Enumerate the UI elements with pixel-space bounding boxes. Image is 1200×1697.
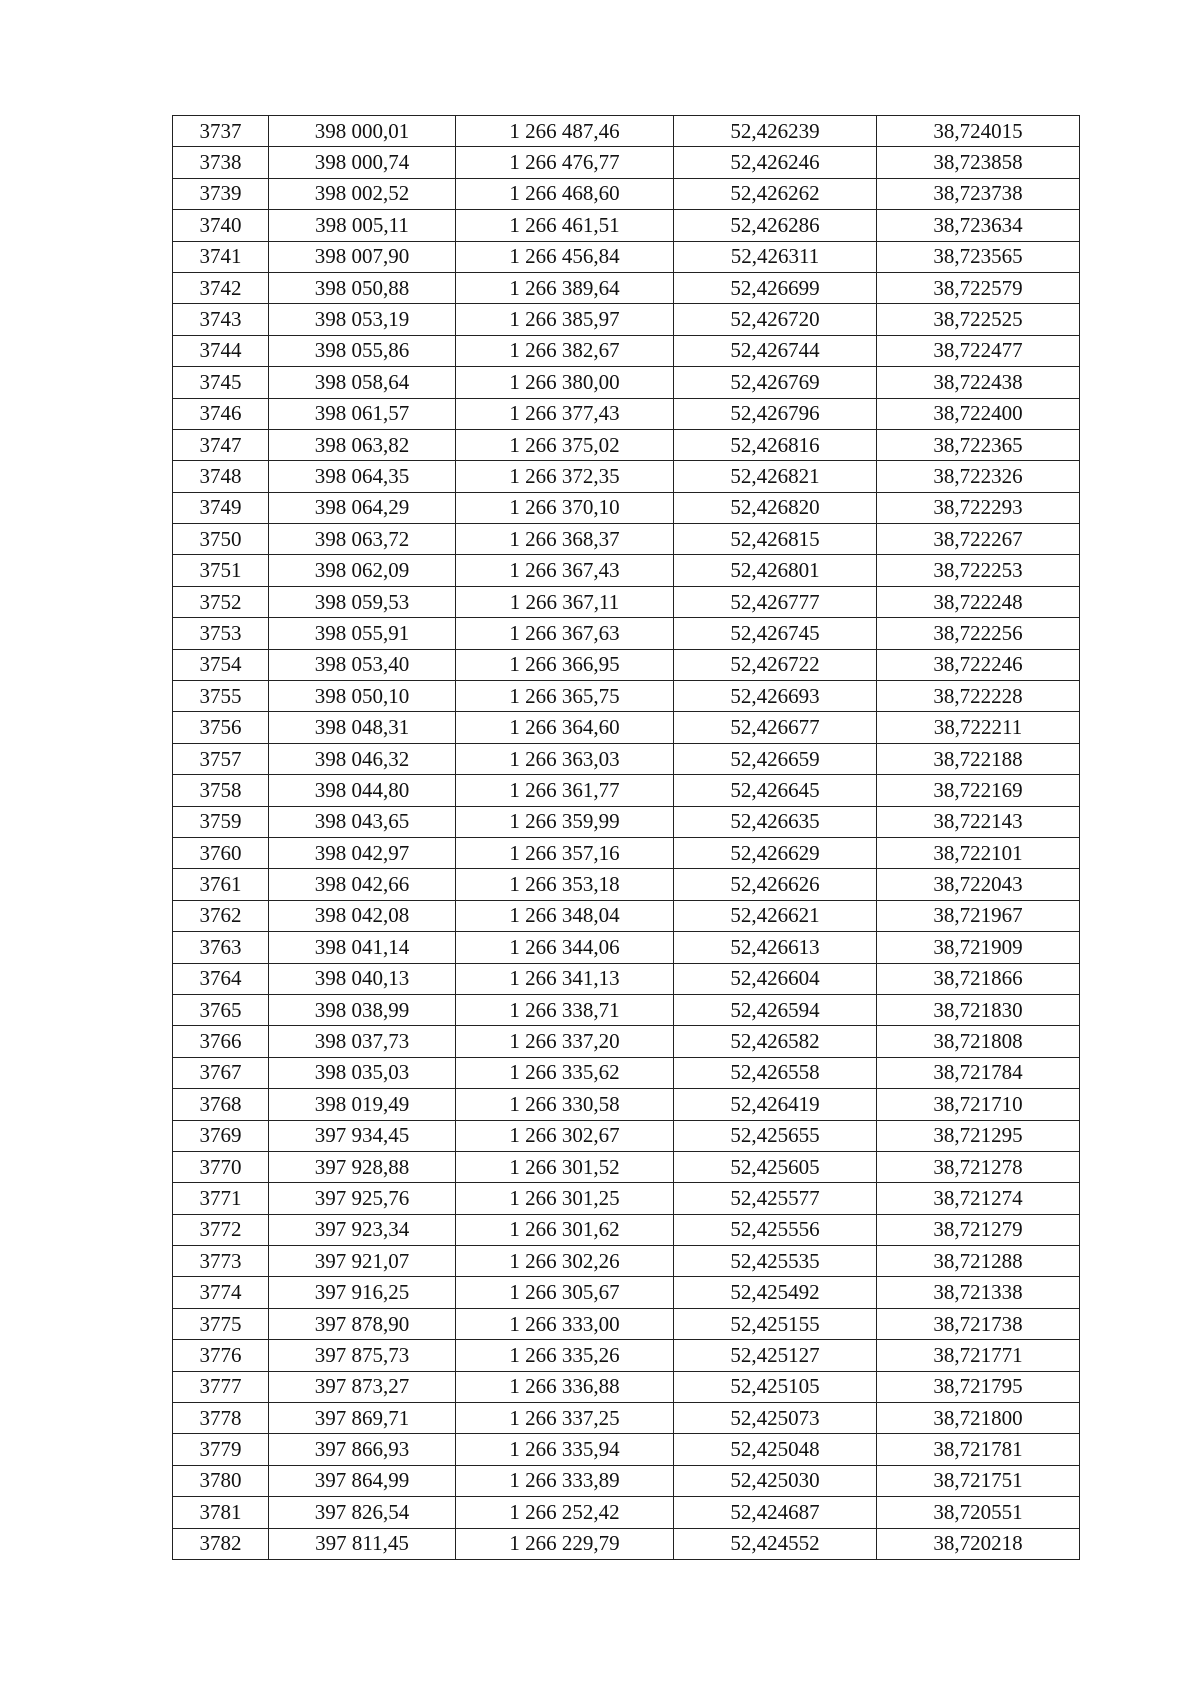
y-coordinate-cell: 1 266 338,71: [456, 994, 674, 1025]
x-coordinate-cell: 397 811,45: [269, 1528, 456, 1559]
table-row: [173, 304, 1080, 335]
longitude-cell: 38,721738: [877, 1308, 1080, 1339]
point-number-cell: 3768: [173, 1089, 269, 1120]
longitude-cell: 38,721781: [877, 1434, 1080, 1465]
latitude-cell: 52,425655: [674, 1120, 877, 1151]
point-number-cell: 3780: [173, 1465, 269, 1496]
x-coordinate-cell: 398 053,19: [269, 304, 456, 335]
point-number-cell: 3766: [173, 1026, 269, 1057]
point-number-cell: 3739: [173, 178, 269, 209]
latitude-cell: 52,426815: [674, 524, 877, 555]
table-row: [173, 116, 1080, 147]
x-coordinate-cell: 398 019,49: [269, 1089, 456, 1120]
latitude-cell: 52,426699: [674, 272, 877, 303]
x-coordinate-cell: 397 916,25: [269, 1277, 456, 1308]
latitude-cell: 52,426629: [674, 837, 877, 868]
x-coordinate-cell: 398 040,13: [269, 963, 456, 994]
x-coordinate-cell: 398 055,86: [269, 335, 456, 366]
point-number-cell: 3755: [173, 681, 269, 712]
table-row: [173, 1371, 1080, 1402]
latitude-cell: 52,426286: [674, 210, 877, 241]
y-coordinate-cell: 1 266 330,58: [456, 1089, 674, 1120]
longitude-cell: 38,722248: [877, 586, 1080, 617]
latitude-cell: 52,425048: [674, 1434, 877, 1465]
table-row: [173, 1246, 1080, 1277]
x-coordinate-cell: 398 050,10: [269, 681, 456, 712]
x-coordinate-cell: 398 050,88: [269, 272, 456, 303]
point-number-cell: 3765: [173, 994, 269, 1025]
y-coordinate-cell: 1 266 341,13: [456, 963, 674, 994]
x-coordinate-cell: 398 042,08: [269, 900, 456, 931]
x-coordinate-cell: 398 046,32: [269, 743, 456, 774]
table-row: [173, 618, 1080, 649]
table-row: [173, 429, 1080, 460]
table-row: [173, 1528, 1080, 1559]
x-coordinate-cell: 398 043,65: [269, 806, 456, 837]
table-row: [173, 555, 1080, 586]
table-row: [173, 869, 1080, 900]
longitude-cell: 38,721771: [877, 1340, 1080, 1371]
table-row: [173, 1340, 1080, 1371]
x-coordinate-cell: 398 059,53: [269, 586, 456, 617]
x-coordinate-cell: 397 925,76: [269, 1183, 456, 1214]
table-row: [173, 681, 1080, 712]
table-row: [173, 963, 1080, 994]
y-coordinate-cell: 1 266 370,10: [456, 492, 674, 523]
longitude-cell: 38,721274: [877, 1183, 1080, 1214]
y-coordinate-cell: 1 266 382,67: [456, 335, 674, 366]
table-row: [173, 1183, 1080, 1214]
point-number-cell: 3773: [173, 1246, 269, 1277]
x-coordinate-cell: 398 042,97: [269, 837, 456, 868]
point-number-cell: 3774: [173, 1277, 269, 1308]
y-coordinate-cell: 1 266 367,11: [456, 586, 674, 617]
longitude-cell: 38,722400: [877, 398, 1080, 429]
table-row: [173, 492, 1080, 523]
x-coordinate-cell: 398 063,82: [269, 429, 456, 460]
longitude-cell: 38,721278: [877, 1151, 1080, 1182]
longitude-cell: 38,722293: [877, 492, 1080, 523]
table-row: [173, 1497, 1080, 1528]
y-coordinate-cell: 1 266 302,67: [456, 1120, 674, 1151]
x-coordinate-cell: 398 064,29: [269, 492, 456, 523]
point-number-cell: 3776: [173, 1340, 269, 1371]
y-coordinate-cell: 1 266 335,62: [456, 1057, 674, 1088]
longitude-cell: 38,722043: [877, 869, 1080, 900]
latitude-cell: 52,426635: [674, 806, 877, 837]
table-row: [173, 398, 1080, 429]
point-number-cell: 3771: [173, 1183, 269, 1214]
x-coordinate-cell: 398 042,66: [269, 869, 456, 900]
longitude-cell: 38,722579: [877, 272, 1080, 303]
y-coordinate-cell: 1 266 368,37: [456, 524, 674, 555]
latitude-cell: 52,426239: [674, 116, 877, 147]
point-number-cell: 3747: [173, 429, 269, 460]
y-coordinate-cell: 1 266 367,43: [456, 555, 674, 586]
longitude-cell: 38,720218: [877, 1528, 1080, 1559]
y-coordinate-cell: 1 266 377,43: [456, 398, 674, 429]
latitude-cell: 52,426604: [674, 963, 877, 994]
x-coordinate-cell: 397 869,71: [269, 1403, 456, 1434]
y-coordinate-cell: 1 266 380,00: [456, 367, 674, 398]
latitude-cell: 52,426558: [674, 1057, 877, 1088]
y-coordinate-cell: 1 266 372,35: [456, 461, 674, 492]
point-number-cell: 3757: [173, 743, 269, 774]
latitude-cell: 52,424687: [674, 1497, 877, 1528]
longitude-cell: 38,721866: [877, 963, 1080, 994]
table-row: [173, 1277, 1080, 1308]
point-number-cell: 3762: [173, 900, 269, 931]
longitude-cell: 38,723738: [877, 178, 1080, 209]
point-number-cell: 3779: [173, 1434, 269, 1465]
x-coordinate-cell: 397 878,90: [269, 1308, 456, 1339]
longitude-cell: 38,721800: [877, 1403, 1080, 1434]
table-row: [173, 178, 1080, 209]
table-row: [173, 1120, 1080, 1151]
point-number-cell: 3754: [173, 649, 269, 680]
x-coordinate-cell: 398 035,03: [269, 1057, 456, 1088]
point-number-cell: 3770: [173, 1151, 269, 1182]
x-coordinate-cell: 398 000,01: [269, 116, 456, 147]
x-coordinate-cell: 398 048,31: [269, 712, 456, 743]
longitude-cell: 38,723565: [877, 241, 1080, 272]
latitude-cell: 52,425535: [674, 1246, 877, 1277]
table-row: [173, 900, 1080, 931]
y-coordinate-cell: 1 266 375,02: [456, 429, 674, 460]
y-coordinate-cell: 1 266 353,18: [456, 869, 674, 900]
x-coordinate-cell: 398 037,73: [269, 1026, 456, 1057]
point-number-cell: 3742: [173, 272, 269, 303]
point-number-cell: 3738: [173, 147, 269, 178]
table-row: [173, 335, 1080, 366]
x-coordinate-cell: 398 041,14: [269, 932, 456, 963]
table-row: [173, 1403, 1080, 1434]
longitude-cell: 38,721830: [877, 994, 1080, 1025]
y-coordinate-cell: 1 266 336,88: [456, 1371, 674, 1402]
x-coordinate-cell: 397 934,45: [269, 1120, 456, 1151]
latitude-cell: 52,425073: [674, 1403, 877, 1434]
x-coordinate-cell: 398 007,90: [269, 241, 456, 272]
latitude-cell: 52,425605: [674, 1151, 877, 1182]
point-number-cell: 3778: [173, 1403, 269, 1434]
latitude-cell: 52,425127: [674, 1340, 877, 1371]
point-number-cell: 3740: [173, 210, 269, 241]
x-coordinate-cell: 397 873,27: [269, 1371, 456, 1402]
y-coordinate-cell: 1 266 461,51: [456, 210, 674, 241]
table-row: [173, 1089, 1080, 1120]
y-coordinate-cell: 1 266 476,77: [456, 147, 674, 178]
x-coordinate-cell: 398 002,52: [269, 178, 456, 209]
y-coordinate-cell: 1 266 367,63: [456, 618, 674, 649]
point-number-cell: 3782: [173, 1528, 269, 1559]
longitude-cell: 38,722211: [877, 712, 1080, 743]
latitude-cell: 52,425577: [674, 1183, 877, 1214]
table-row: [173, 586, 1080, 617]
point-number-cell: 3781: [173, 1497, 269, 1528]
point-number-cell: 3764: [173, 963, 269, 994]
y-coordinate-cell: 1 266 252,42: [456, 1497, 674, 1528]
point-number-cell: 3775: [173, 1308, 269, 1339]
longitude-cell: 38,722267: [877, 524, 1080, 555]
longitude-cell: 38,722143: [877, 806, 1080, 837]
point-number-cell: 3751: [173, 555, 269, 586]
latitude-cell: 52,426744: [674, 335, 877, 366]
point-number-cell: 3763: [173, 932, 269, 963]
x-coordinate-cell: 397 864,99: [269, 1465, 456, 1496]
longitude-cell: 38,720551: [877, 1497, 1080, 1528]
latitude-cell: 52,426796: [674, 398, 877, 429]
y-coordinate-cell: 1 266 365,75: [456, 681, 674, 712]
table-row: [173, 1214, 1080, 1245]
y-coordinate-cell: 1 266 305,67: [456, 1277, 674, 1308]
coordinates-table: [172, 115, 1080, 1560]
x-coordinate-cell: 398 005,11: [269, 210, 456, 241]
latitude-cell: 52,426582: [674, 1026, 877, 1057]
y-coordinate-cell: 1 266 348,04: [456, 900, 674, 931]
point-number-cell: 3737: [173, 116, 269, 147]
longitude-cell: 38,722365: [877, 429, 1080, 460]
x-coordinate-cell: 398 063,72: [269, 524, 456, 555]
x-coordinate-cell: 397 875,73: [269, 1340, 456, 1371]
latitude-cell: 52,426777: [674, 586, 877, 617]
point-number-cell: 3756: [173, 712, 269, 743]
y-coordinate-cell: 1 266 363,03: [456, 743, 674, 774]
latitude-cell: 52,426613: [674, 932, 877, 963]
longitude-cell: 38,722169: [877, 775, 1080, 806]
y-coordinate-cell: 1 266 302,26: [456, 1246, 674, 1277]
point-number-cell: 3759: [173, 806, 269, 837]
latitude-cell: 52,426621: [674, 900, 877, 931]
table-row: [173, 461, 1080, 492]
longitude-cell: 38,722326: [877, 461, 1080, 492]
latitude-cell: 52,426816: [674, 429, 877, 460]
longitude-cell: 38,722477: [877, 335, 1080, 366]
latitude-cell: 52,426745: [674, 618, 877, 649]
table-row: [173, 649, 1080, 680]
point-number-cell: 3772: [173, 1214, 269, 1245]
latitude-cell: 52,426626: [674, 869, 877, 900]
longitude-cell: 38,722256: [877, 618, 1080, 649]
table-row: [173, 1151, 1080, 1182]
table-row: [173, 712, 1080, 743]
latitude-cell: 52,426801: [674, 555, 877, 586]
latitude-cell: 52,425155: [674, 1308, 877, 1339]
x-coordinate-cell: 398 038,99: [269, 994, 456, 1025]
longitude-cell: 38,721288: [877, 1246, 1080, 1277]
y-coordinate-cell: 1 266 344,06: [456, 932, 674, 963]
longitude-cell: 38,722438: [877, 367, 1080, 398]
point-number-cell: 3769: [173, 1120, 269, 1151]
longitude-cell: 38,721795: [877, 1371, 1080, 1402]
y-coordinate-cell: 1 266 229,79: [456, 1528, 674, 1559]
y-coordinate-cell: 1 266 359,99: [456, 806, 674, 837]
table-row: [173, 524, 1080, 555]
point-number-cell: 3743: [173, 304, 269, 335]
x-coordinate-cell: 398 061,57: [269, 398, 456, 429]
latitude-cell: 52,425492: [674, 1277, 877, 1308]
y-coordinate-cell: 1 266 389,64: [456, 272, 674, 303]
y-coordinate-cell: 1 266 335,26: [456, 1340, 674, 1371]
longitude-cell: 38,722525: [877, 304, 1080, 335]
latitude-cell: 52,426594: [674, 994, 877, 1025]
latitude-cell: 52,426419: [674, 1089, 877, 1120]
table-row: [173, 1308, 1080, 1339]
latitude-cell: 52,425030: [674, 1465, 877, 1496]
table-row: [173, 272, 1080, 303]
table-row: [173, 210, 1080, 241]
table-row: [173, 241, 1080, 272]
x-coordinate-cell: 398 055,91: [269, 618, 456, 649]
point-number-cell: 3777: [173, 1371, 269, 1402]
table-row: [173, 1057, 1080, 1088]
longitude-cell: 38,723634: [877, 210, 1080, 241]
latitude-cell: 52,425105: [674, 1371, 877, 1402]
longitude-cell: 38,722188: [877, 743, 1080, 774]
y-coordinate-cell: 1 266 361,77: [456, 775, 674, 806]
x-coordinate-cell: 398 062,09: [269, 555, 456, 586]
longitude-cell: 38,721710: [877, 1089, 1080, 1120]
y-coordinate-cell: 1 266 301,62: [456, 1214, 674, 1245]
table-row: [173, 775, 1080, 806]
latitude-cell: 52,426246: [674, 147, 877, 178]
y-coordinate-cell: 1 266 468,60: [456, 178, 674, 209]
point-number-cell: 3748: [173, 461, 269, 492]
point-number-cell: 3746: [173, 398, 269, 429]
point-number-cell: 3753: [173, 618, 269, 649]
latitude-cell: 52,426720: [674, 304, 877, 335]
y-coordinate-cell: 1 266 357,16: [456, 837, 674, 868]
point-number-cell: 3750: [173, 524, 269, 555]
y-coordinate-cell: 1 266 333,00: [456, 1308, 674, 1339]
table-row: [173, 147, 1080, 178]
latitude-cell: 52,426821: [674, 461, 877, 492]
table-row: [173, 994, 1080, 1025]
latitude-cell: 52,426693: [674, 681, 877, 712]
x-coordinate-cell: 398 044,80: [269, 775, 456, 806]
x-coordinate-cell: 397 928,88: [269, 1151, 456, 1182]
longitude-cell: 38,721751: [877, 1465, 1080, 1496]
longitude-cell: 38,722228: [877, 681, 1080, 712]
y-coordinate-cell: 1 266 333,89: [456, 1465, 674, 1496]
point-number-cell: 3744: [173, 335, 269, 366]
y-coordinate-cell: 1 266 301,25: [456, 1183, 674, 1214]
table-row: [173, 837, 1080, 868]
table-row: [173, 743, 1080, 774]
x-coordinate-cell: 398 064,35: [269, 461, 456, 492]
y-coordinate-cell: 1 266 301,52: [456, 1151, 674, 1182]
longitude-cell: 38,722246: [877, 649, 1080, 680]
y-coordinate-cell: 1 266 337,20: [456, 1026, 674, 1057]
y-coordinate-cell: 1 266 385,97: [456, 304, 674, 335]
point-number-cell: 3760: [173, 837, 269, 868]
y-coordinate-cell: 1 266 366,95: [456, 649, 674, 680]
table-row: [173, 1434, 1080, 1465]
y-coordinate-cell: 1 266 456,84: [456, 241, 674, 272]
latitude-cell: 52,426645: [674, 775, 877, 806]
longitude-cell: 38,722253: [877, 555, 1080, 586]
longitude-cell: 38,721295: [877, 1120, 1080, 1151]
longitude-cell: 38,724015: [877, 116, 1080, 147]
latitude-cell: 52,426722: [674, 649, 877, 680]
latitude-cell: 52,425556: [674, 1214, 877, 1245]
longitude-cell: 38,721338: [877, 1277, 1080, 1308]
point-number-cell: 3752: [173, 586, 269, 617]
coordinates-table-body: [173, 116, 1080, 1560]
point-number-cell: 3758: [173, 775, 269, 806]
point-number-cell: 3749: [173, 492, 269, 523]
longitude-cell: 38,721967: [877, 900, 1080, 931]
longitude-cell: 38,721784: [877, 1057, 1080, 1088]
point-number-cell: 3767: [173, 1057, 269, 1088]
y-coordinate-cell: 1 266 487,46: [456, 116, 674, 147]
longitude-cell: 38,721808: [877, 1026, 1080, 1057]
x-coordinate-cell: 397 826,54: [269, 1497, 456, 1528]
y-coordinate-cell: 1 266 364,60: [456, 712, 674, 743]
point-number-cell: 3741: [173, 241, 269, 272]
longitude-cell: 38,721909: [877, 932, 1080, 963]
longitude-cell: 38,721279: [877, 1214, 1080, 1245]
longitude-cell: 38,723858: [877, 147, 1080, 178]
latitude-cell: 52,426769: [674, 367, 877, 398]
x-coordinate-cell: 397 921,07: [269, 1246, 456, 1277]
x-coordinate-cell: 398 058,64: [269, 367, 456, 398]
point-number-cell: 3761: [173, 869, 269, 900]
table-row: [173, 806, 1080, 837]
latitude-cell: 52,426820: [674, 492, 877, 523]
table-row: [173, 1465, 1080, 1496]
latitude-cell: 52,426311: [674, 241, 877, 272]
table-row: [173, 932, 1080, 963]
y-coordinate-cell: 1 266 337,25: [456, 1403, 674, 1434]
x-coordinate-cell: 397 923,34: [269, 1214, 456, 1245]
x-coordinate-cell: 398 000,74: [269, 147, 456, 178]
table-row: [173, 1026, 1080, 1057]
point-number-cell: 3745: [173, 367, 269, 398]
x-coordinate-cell: 397 866,93: [269, 1434, 456, 1465]
x-coordinate-cell: 398 053,40: [269, 649, 456, 680]
table-row: [173, 367, 1080, 398]
y-coordinate-cell: 1 266 335,94: [456, 1434, 674, 1465]
latitude-cell: 52,426262: [674, 178, 877, 209]
longitude-cell: 38,722101: [877, 837, 1080, 868]
latitude-cell: 52,426677: [674, 712, 877, 743]
latitude-cell: 52,426659: [674, 743, 877, 774]
latitude-cell: 52,424552: [674, 1528, 877, 1559]
